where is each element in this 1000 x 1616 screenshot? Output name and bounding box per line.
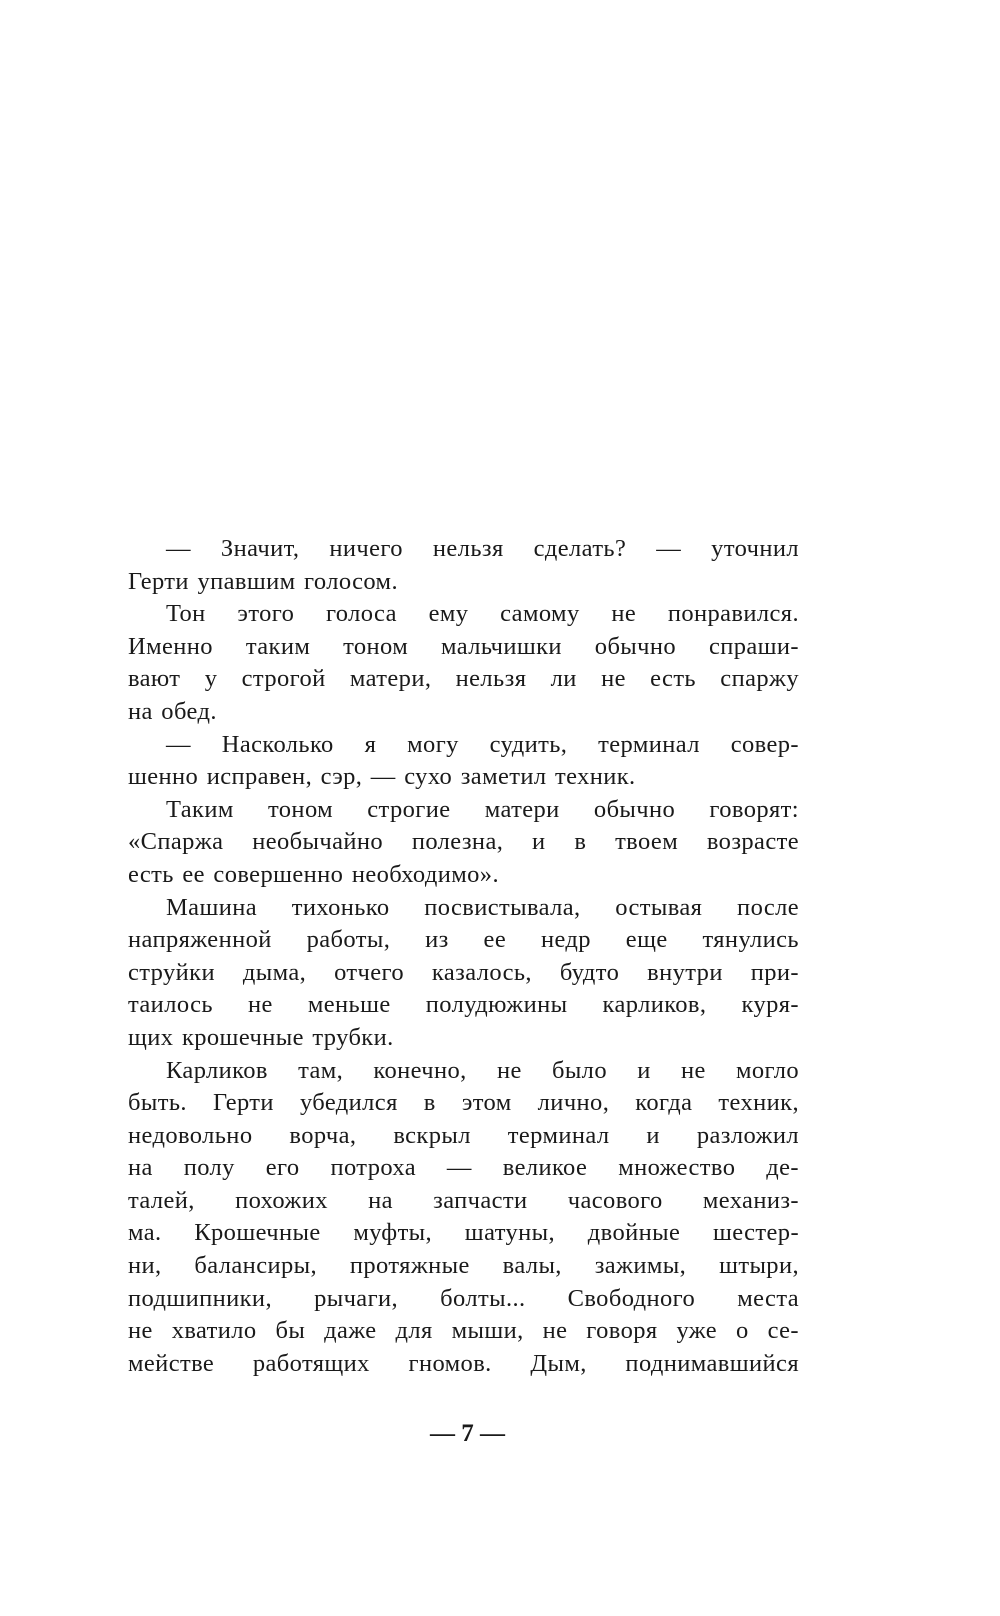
text-line: — Насколько я могу судить, терминал совер- (166, 730, 799, 758)
text-line: Именно таким тоном мальчишки обычно спраши- (128, 632, 799, 660)
text-line: Таким тоном строгие матери обычно говорят: (166, 795, 799, 823)
text-line: струйки дыма, отчего казалось, будто внутри при- (128, 958, 799, 986)
text-line: шенно исправен, сэр, — сухо заметил техник. (128, 763, 636, 791)
text-line: подшипники, рычаги, болты... Свободного места (128, 1284, 799, 1312)
text-line: талей, похожих на запчасти часового механиз- (128, 1186, 799, 1214)
text-line: таилось не меньше полудюжины карликов, куря- (128, 991, 799, 1019)
text-line: щих крошечные трубки. (128, 1023, 394, 1051)
text-line: есть ее совершенно необходимо». (128, 860, 499, 888)
text-line: Тон этого голоса ему самому не понравился. (166, 600, 799, 628)
page-number: — 7 — (430, 1420, 505, 1447)
text-line: Карликов там, конечно, не было и не могло (166, 1056, 799, 1084)
text-line: напряженной работы, из ее недр еще тянулись (128, 926, 799, 954)
text-line: мействе работящих гномов. Дым, поднимавшийся (128, 1349, 799, 1377)
text-line: — Значит, ничего нельзя сделать? — уточнил (166, 535, 799, 562)
text-line: ма. Крошечные муфты, шатуны, двойные шестер- (128, 1219, 799, 1247)
text-line: Машина тихонько посвистывала, остывая после (166, 893, 799, 921)
body-text (128, 533, 799, 1380)
text-line: не хватило бы даже для мыши, не говоря уже о се- (128, 1317, 799, 1345)
text-line: на обед. (128, 697, 217, 725)
text-line: Герти упавшим голосом. (128, 567, 398, 595)
text-line: недовольно ворча, вскрыл терминал и разложил (128, 1121, 799, 1149)
text-line: на полу его потроха — великое множество де- (128, 1154, 799, 1182)
text-line: быть. Герти убедился в этом лично, когда техник, (128, 1089, 799, 1117)
text-line: вают у строгой матери, нельзя ли не есть спаржу (128, 665, 799, 693)
text-line: ни, балансиры, протяжные валы, зажимы, штыри, (128, 1252, 799, 1280)
text-line: «Спаржа необычайно полезна, и в твоем возрасте (128, 828, 799, 856)
